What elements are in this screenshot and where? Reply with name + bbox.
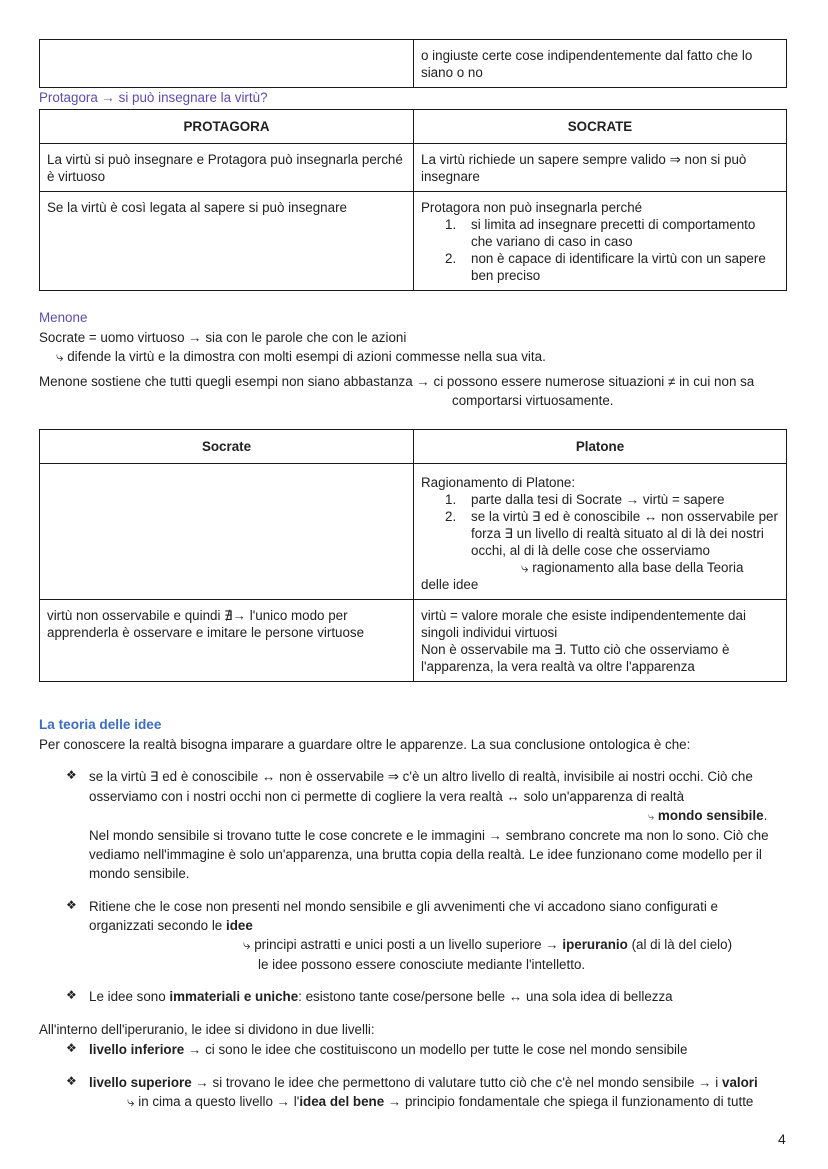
table-platone [39, 429, 787, 682]
bullet-paragraph: Nel mondo sensibile si trovano tutte le cose concrete e le immagini → sembrano concrete ma non lo sono. Ciò che vediamo nell'immagine è solo un'apparenza, una brutta copia della realtà. Le idee funzionano come modello per il mondo sensibile. [89, 828, 769, 881]
table-header-row [40, 110, 787, 144]
cell-line: Non è osservabile ma ∃. Tutto ciò che osserviamo è l'apparenza, la vera realtà va oltre l'apparenza [421, 642, 730, 674]
bullet-text: livello superiore → si trovano le idee che permettono di valutare tutto ciò che c'è nel mondo sensibile → i valori [89, 1075, 758, 1090]
cell-intro: Protagora non può insegnarla perché [421, 200, 643, 215]
bullet-text: Ritiene che le cose non presenti nel mondo sensibile e gli avvenimenti che vi accadono siano configurati e [89, 899, 718, 914]
intro-paragraph: Per conoscere la realtà bisogna imparare a guardare oltre le apparenze. La sua conclusione ontologica è che: [39, 737, 691, 752]
list-item: 1. parte dalla tesi di Socrate → virtù = sapere [445, 492, 725, 507]
sub-arrow-note: ⤷ principi astratti e unici posti a un livello superiore → iperuranio (al di là del cielo) [243, 937, 733, 952]
list-item: 2. se la virtù ∃ ed è conoscibile ↔ non osservabile per forza ∃ un livello di realtà situato al di là dei nostri occhi, al di là delle cose che osserviamo [445, 509, 778, 558]
table-header: PROTAGORA [40, 110, 414, 144]
bullet-text: se la virtù ∃ ed è conoscibile ↔ non è osservabile ⇒ c'è un altro livello di realtà, invisibile ai nostri occhi. Ciò che [89, 769, 753, 784]
table-row [40, 464, 787, 600]
table-header: Platone [414, 430, 787, 464]
bullet-text: livello inferiore → ci sono le idee che costituiscono un modello per tutte le cose nel mondo sensibile [89, 1042, 688, 1057]
sub-arrow-icon: ⤷ [648, 811, 655, 823]
numbered-list [421, 216, 779, 284]
table-cell [414, 192, 787, 291]
table-cell: La virtù richiede un sapere sempre valido ⇒ non si può insegnare [414, 144, 787, 192]
bold-term: valori [722, 1075, 758, 1090]
sub-arrow-note: ⤷ in cima a questo livello → l'idea del bene → principio fondamentale che spiega il funzionamento di tutte [127, 1094, 754, 1109]
menone-line: Menone sostiene che tutti quegli esempi non siano abbastanza → ci possono essere numerose situazioni ≠ in cui non sa [39, 374, 755, 389]
table-cell: La virtù si può insegnare e Protagora può insegnarla perché è virtuoso [40, 144, 414, 192]
cell-intro: Ragionamento di Platone: [421, 475, 576, 490]
levels-intro: All'interno dell'iperuranio, le idee si dividono in due livelli: [39, 1022, 375, 1037]
table-protagora [39, 109, 787, 291]
menone-line: Socrate = uomo virtuoso → sia con le parole che con le azioni [39, 330, 407, 345]
table-row [40, 40, 787, 88]
bullet-icon: ❖ [66, 1074, 77, 1088]
table-cell: virtù non osservabile e quindi ∄→ l'unico modo per apprenderla è osservare e imitare le persone virtuose [40, 600, 414, 682]
cell-tail: delle idee [421, 577, 479, 592]
table-row [40, 144, 787, 192]
table-cell: Se la virtù è così legata al sapere si può insegnare [40, 192, 414, 291]
section-heading: La teoria delle idee [39, 717, 162, 732]
table-header-row [40, 430, 787, 464]
sub-arrow-note [648, 807, 767, 826]
protagora-heading: Protagora → si può insegnare la virtù? [39, 90, 268, 105]
bold-term: livello inferiore [89, 1042, 185, 1057]
bullet-icon: ❖ [66, 1041, 77, 1055]
table-cell [414, 464, 787, 600]
bold-term: idee [225, 918, 253, 933]
table-continuation [39, 39, 787, 88]
cell-line: virtù = valore morale che esiste indipendentemente dai singoli individui virtuosi [421, 608, 746, 640]
bold-term: iperuranio [562, 937, 628, 952]
table-header: Socrate [40, 430, 414, 464]
bold-term: idea del bene [299, 1094, 385, 1109]
bold-term: mondo sensibile [657, 808, 764, 823]
bullet-icon: ❖ [66, 898, 77, 912]
table-cell-empty [40, 464, 414, 600]
menone-subline: ⤷ difende la virtù e la dimostra con molti esempi di azioni commesse nella sua vita. [56, 349, 546, 364]
bullet-icon: ❖ [66, 988, 77, 1002]
bullet-text: organizzati secondo le idee [89, 918, 253, 933]
page-number: 4 [778, 1131, 786, 1147]
table-row [40, 600, 787, 682]
bold-term: immateriali e uniche [169, 989, 299, 1004]
table-cell: o ingiuste certe cose indipendentemente dal fatto che lo siano o no [414, 40, 787, 88]
menone-line: comportarsi virtuosamente. [452, 393, 614, 408]
menone-heading: Menone [39, 310, 88, 325]
list-item: 2. non è capace di identificare la virtù con un sapere ben preciso [445, 251, 766, 283]
list-item: 1. si limita ad insegnare precetti di comportamento che variano di caso in caso [445, 217, 756, 249]
punctuation: . [763, 808, 768, 823]
bullet-icon: ❖ [66, 768, 77, 782]
table-cell [414, 600, 787, 682]
table-row [40, 192, 787, 291]
bullet-text: osserviamo con i nostri occhi non ci permette di cogliere la vera realtà ↔ solo un'apparenza di realtà [89, 789, 685, 804]
bullet-text: Le idee sono immateriali e uniche: esistono tante cose/persone belle ↔ una sola idea di bellezza [89, 989, 673, 1004]
table-cell-empty [40, 40, 414, 88]
numbered-list [421, 491, 779, 559]
bold-term: livello superiore [89, 1075, 192, 1090]
sub-note: le idee possono essere conosciute mediante l'intelletto. [258, 957, 586, 972]
table-header: SOCRATE [414, 110, 787, 144]
sub-arrow-note: ⤷ ragionamento alla base della Teoria [521, 560, 744, 575]
